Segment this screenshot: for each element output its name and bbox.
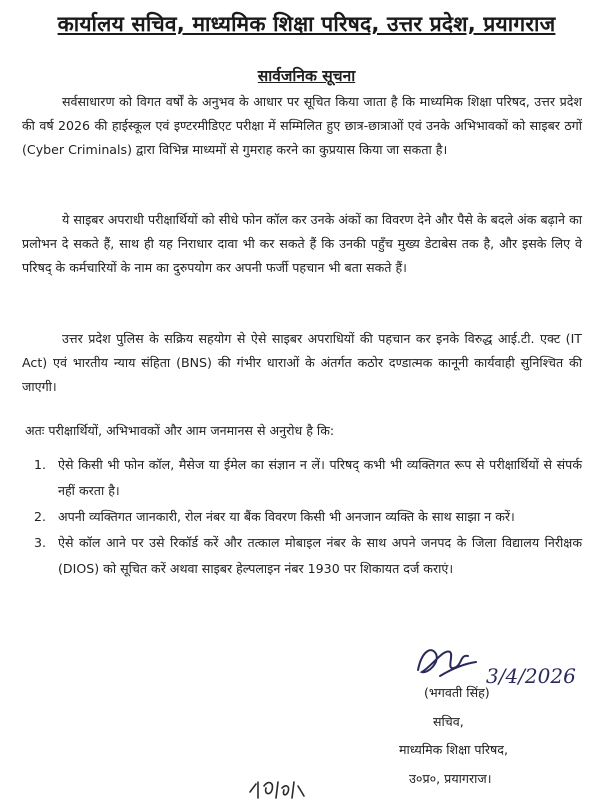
list-item <box>34 504 582 530</box>
instruction-list <box>34 452 582 582</box>
notice-paragraph-3 <box>22 327 582 399</box>
office-title: कार्यालय सचिव, माध्यमिक शिक्षा परिषद, उत्तर प्रदेश, प्रयागराज <box>57 12 556 36</box>
handwritten-signature <box>410 640 490 690</box>
notice-subject: सार्वजनिक सूचना <box>257 67 356 85</box>
list-number: 1. <box>34 457 47 472</box>
list-item <box>34 452 582 504</box>
paragraph-text: ये साइबर अपराधी परीक्षार्थियों को सीधे फोन कॉल कर उनके अंकों का विवरण देने और पैसे के बदले अंक बढ़ाने का प्रलोभन दे सकते हैं, साथ ही यह निराधार दावा भी कर सकते हैं कि उनकी पहुँच मुख्य डेटाबेस तक है, और इसके लिए वे परिषद् के कर्मचारियों के नाम का दुरुपयोग कर अपनी फर्जी पहचान भी बता सकते हैं। <box>22 212 582 275</box>
handwritten-reference-mark <box>248 778 328 800</box>
paragraph-text: उत्तर प्रदेश पुलिस के सक्रिय सहयोग से ऐसे साइबर अपराधियों की पहचान कर इनके विरुद्ध आई.टी. एक्ट (IT Act) एवं भारतीय न्याय संहिता (BNS) की गंभीर धाराओं के अंतर्गत कठोर दण्डात्मक कानूनी कार्यवाही सुनिश्चित की जाएगी। <box>22 331 582 394</box>
list-item-text: ऐसे किसी भी फोन कॉल, मैसेज या ईमेल का संज्ञान न लें। परिषद् कभी भी व्यक्तिगत रूप से परीक्षार्थियों से संपर्क नहीं करता है। <box>58 457 582 498</box>
signatory-name: (भगवती सिंह) <box>424 685 490 700</box>
notice-paragraph-2 <box>22 208 582 280</box>
signatory-office: माध्यमिक शिक्षा परिषद, <box>399 742 508 757</box>
list-item <box>34 530 582 582</box>
list-number: 3. <box>34 535 47 550</box>
signature-date: 3/4/2026 <box>486 664 576 688</box>
appeal-line: अतः परीक्षार्थियों, अभिभावकों और आम जनमानस से अनुरोध है कि: <box>25 423 335 438</box>
paragraph-text: सर्वसाधारण को विगत वर्षों के अनुभव के आधार पर सूचित किया जाता है कि माध्यमिक शिक्षा परिषद, उत्तर प्रदेश की वर्ष 2026 की हाईस्कूल एवं इण्टरमीडिएट परीक्षा में सम्मिलित हुए छात्र-छात्राओं एवं उनके अभिभावकों को साइबर ठगों (Cyber Criminals) द्वारा विभिन्न माध्यमों से गुमराह करने का कुप्रयास किया जा सकता है। <box>22 94 582 157</box>
list-item-text: ऐसे कॉल आने पर उसे रिकॉर्ड करें और तत्काल मोबाइल नंबर के साथ अपने जनपद के जिला विद्यालय निरीक्षक (DIOS) को सूचित करें अथवा साइबर हेल्पलाइन नंबर 1930 पर शिकायत दर्ज कराएं। <box>58 535 582 576</box>
signatory-designation: सचिव, <box>433 714 464 729</box>
signatory-place: उ०प्र०, प्रयागराज। <box>409 771 492 786</box>
notice-paragraph-1 <box>22 90 582 162</box>
list-item-text: अपनी व्यक्तिगत जानकारी, रोल नंबर या बैंक विवरण किसी भी अनजान व्यक्ति के साथ साझा न करें। <box>58 509 515 524</box>
list-number: 2. <box>34 509 47 524</box>
